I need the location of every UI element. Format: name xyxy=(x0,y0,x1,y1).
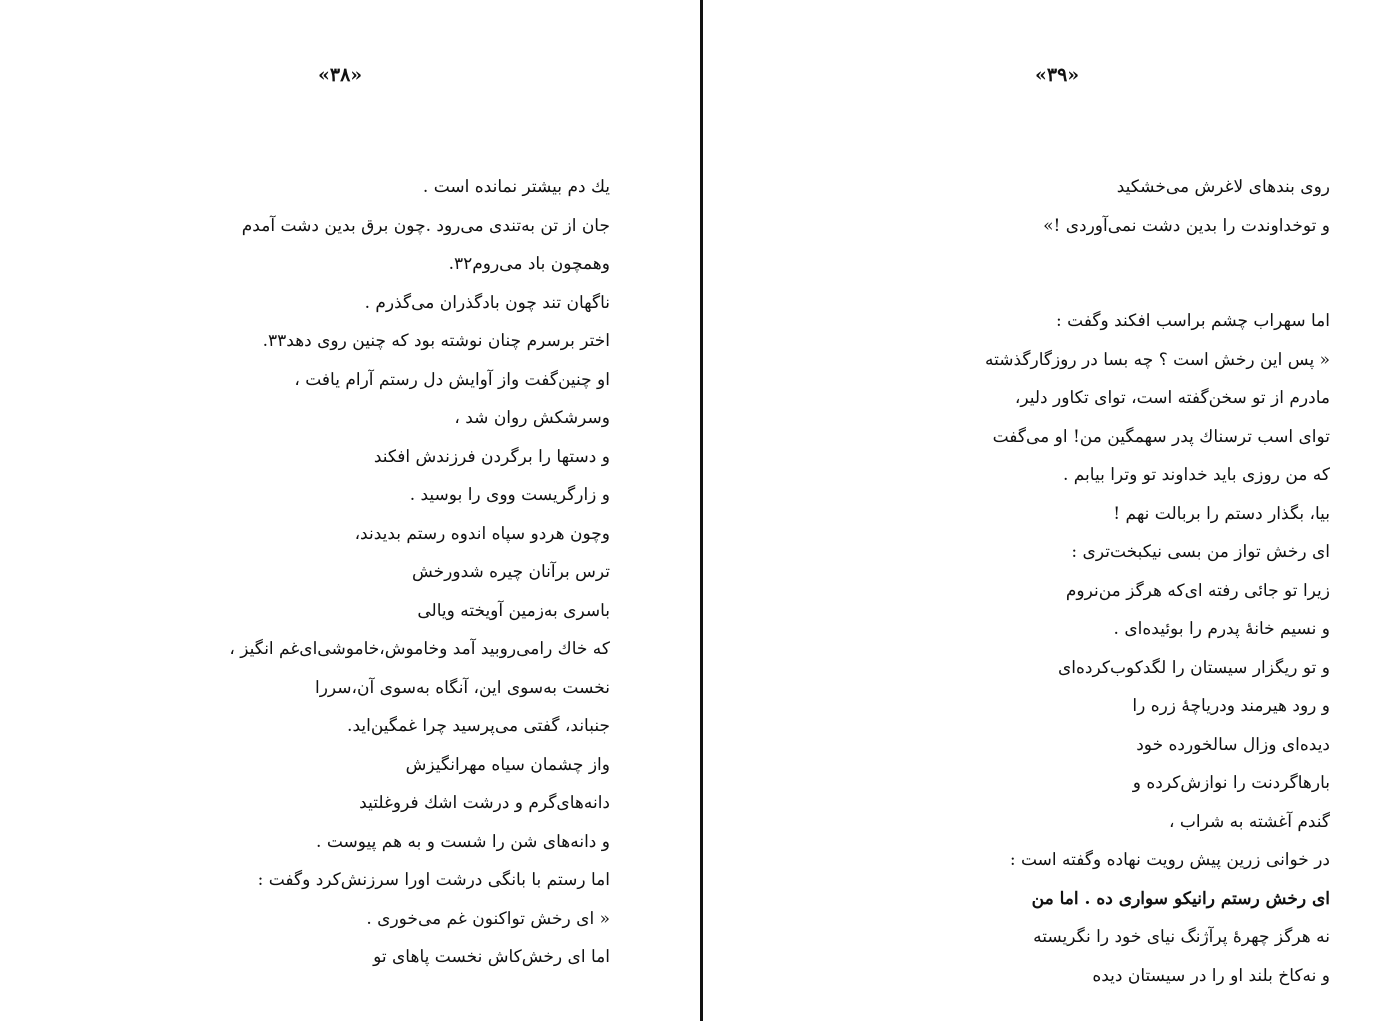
text-line: ناگهان تند چون بادگذران می‌گذرم . xyxy=(364,292,610,313)
text-line: اختر برسرم چنان نوشته بود که چنین روی دهد۳۳. xyxy=(262,331,610,351)
text-line: وسرشکش روان شد ، xyxy=(454,408,610,428)
text-line: ترس برآنان چیره شدورخش xyxy=(412,562,610,582)
text-line: جنباند، گفتی می‌پرسید چرا غمگین‌اید. xyxy=(347,716,610,736)
text-line: نخست به‌سوی این، آنگاه به‌سوی آن،سررا xyxy=(314,677,610,698)
text-line: نه هرگز چهرهٔ پرآژنگ نیای خود را نگریسته xyxy=(1033,927,1330,947)
text-line xyxy=(930,245,1330,302)
left-page-text xyxy=(170,168,610,977)
text-line: باسری به‌زمین آویخته ویالی xyxy=(417,600,610,621)
text-line: و توخداوندت را بدین دشت نمی‌آوردی !» xyxy=(1043,215,1330,236)
text-line: و نه‌کاخ بلند او را در سیستان دیده xyxy=(1092,965,1330,986)
text-line: ای رخش تواز من بسی نیکبخت‌تری : xyxy=(1071,542,1330,562)
text-line: جان از تن به‌تندی می‌رود .چون برق بدین دشت آمدم xyxy=(241,215,610,236)
text-line: و نسیم خانهٔ پدرم را بوئیده‌ای . xyxy=(1113,619,1330,639)
text-line: او چنین‌گفت واز آوایش دل رستم آرام یافت ، xyxy=(294,369,610,390)
text-line: اما سهراب چشم براسب افکند وگفت : xyxy=(1056,311,1330,331)
text-line: در خوانی زرین پیش رویت نهاده وگفته است : xyxy=(1009,850,1330,870)
text-line: روی بندهای لاغرش می‌خشکید xyxy=(1116,177,1330,197)
text-line: و رود هیرمند ودریاچهٔ زره را xyxy=(1132,696,1330,716)
text-line: دیده‌ای وزال سالخورده خود xyxy=(1136,734,1330,755)
right-page xyxy=(705,0,1400,1021)
text-line: که خاك رامی‌روبید آمد وخاموش،خاموشی‌ای‌غم انگیز ، xyxy=(229,639,610,659)
text-line: « پس این رخش است ؟ چه بسا در روزگارگذشته xyxy=(984,349,1330,370)
text-line: و دانه‌های شن را شست و به هم پیوست . xyxy=(316,831,610,852)
page-number-left: «۳۸» xyxy=(318,64,363,86)
text-line: و زارگریست ووی را بوسید . xyxy=(409,485,610,505)
text-line: و دستها را برگردن فرزندش افکند xyxy=(373,446,610,467)
text-line: وهمچون باد می‌روم۳۲. xyxy=(448,254,610,274)
text-line: بیا، بگذار دستم را بربالت نهم ! xyxy=(1113,503,1330,524)
text-line: بارهاگردنت را نوازش‌کرده و xyxy=(1132,773,1330,793)
text-line: اما ای رخش‌کاش نخست پاهای تو xyxy=(373,947,610,967)
text-line: اما رستم با بانگی درشت اورا سرزنش‌کرد وگفت : xyxy=(257,870,610,890)
text-line: گندم آغشته به شراب ، xyxy=(1169,811,1330,832)
text-line: توای اسب ترسناك پدر سهمگین من! او می‌گفت xyxy=(992,426,1330,447)
page-gutter-divider xyxy=(700,0,703,1021)
text-line: ای رخش رستم رانیکو سواری ده . اما من xyxy=(1031,888,1330,909)
page-number-right: «۳۹» xyxy=(1035,64,1080,86)
text-line: و تو ریگزار سیستان را لگدکوب‌کرده‌ای xyxy=(1058,657,1330,678)
text-line: مادرم از تو سخن‌گفته است، توای تکاور دلیر، xyxy=(1014,388,1330,408)
text-line: دانه‌های‌گرم و درشت اشك فروغلتید xyxy=(359,793,610,813)
text-line: یك دم بیشتر نمانده است . xyxy=(422,177,610,197)
text-line: « ای رخش تواکنون غم می‌خوری . xyxy=(366,908,610,929)
text-line: وچون هردو سپاه اندوه رستم بدیدند، xyxy=(354,523,610,544)
text-line: واز چشمان سیاه مهرانگیزش xyxy=(405,754,610,775)
right-page-text xyxy=(930,168,1330,995)
text-line: زیرا تو جائی رفته ای‌که هرگز من‌نروم xyxy=(1065,580,1330,601)
text-line: که من روزی باید خداوند تو وترا بیابم . xyxy=(1062,465,1330,485)
